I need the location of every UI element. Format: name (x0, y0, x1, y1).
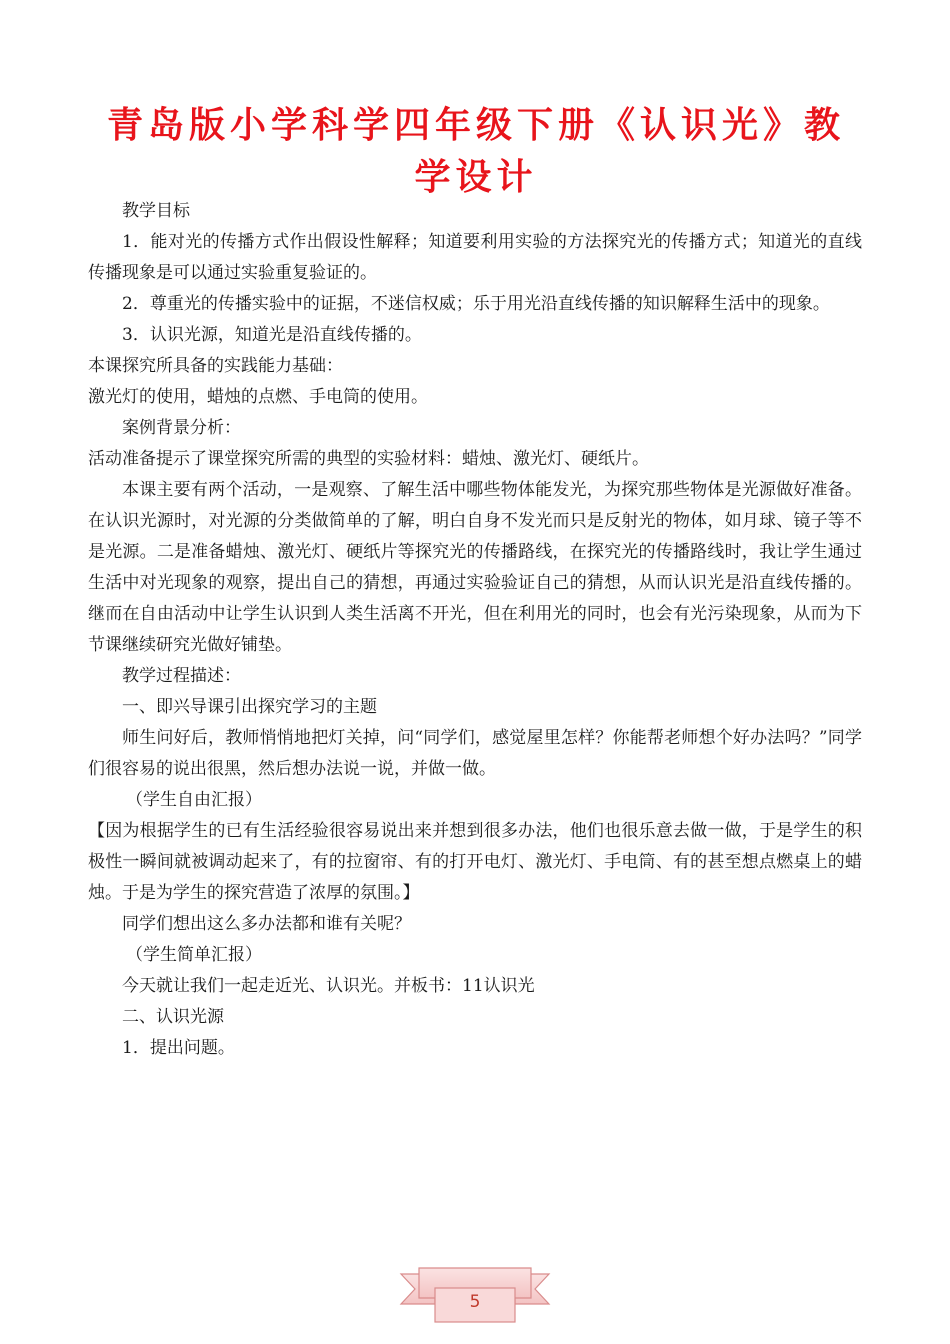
paragraph-practice-basis: 激光灯的使用，蜡烛的点燃、手电筒的使用。 (88, 387, 428, 407)
paragraph-question-who: 同学们想出这么多办法都和谁有关呢？ (122, 914, 411, 934)
paragraph-student-report-2: （学生简单汇报） (126, 945, 262, 965)
paragraph-step-1: 1．提出问题。 (122, 1038, 235, 1058)
paragraph-student-report-1: （学生自由汇报） (126, 790, 262, 810)
paragraph-goal-2: 2．尊重光的传播实验中的证据，不迷信权威；乐于用光沿直线传播的知识解释生活中的现象。 (122, 294, 830, 314)
paragraph-practice-basis-heading: 本课探究所具备的实践能力基础： (88, 356, 343, 376)
paragraph-teacher-question: 师生问好后，教师悄悄地把灯关掉，问“同学们，感觉屋里怎样？你能帮老师想个好办法吗？”同学们很容易的说出很黑，然后想办法说一说，并做一做。 (88, 728, 862, 779)
paragraph-activities: 本课主要有两个活动，一是观察、了解生活中哪些物体能发光，为探究那些物体是光源做好准备。在认识光源时，对光源的分类做简单的了解，明白自身不发光而只是反射光的物体，如月球、镜子等不是光源。二是准备蜡烛、激光灯、硬纸片等探究光的传播路线，在探究光的传播路线时，我让学生通过生活中对光现象的观察，提出自己的猜想，再通过实验验证自己的猜想，从而认识光是沿直线传播的。继而在自由活动中让学生认识到人类生活离不开光，但在利用光的同时，也会有光污染现象，从而为下节课继续研究光做好铺垫。 (88, 480, 862, 655)
document-body (88, 196, 862, 1064)
paragraph-commentary: 【因为根据学生的已有生活经验很容易说出来并想到很多办法，他们也很乐意去做一做，于是学生的积极性一瞬间就被调动起来了，有的拉窗帘、有的打开电灯、激光灯、手电筒、有的甚至想点燃桌上的蜡烛。于是为学生的探究营造了浓厚的氛围。】 (88, 821, 862, 903)
document-title: 青岛版小学科学四年级下册《认识光》教学设计 (106, 105, 845, 198)
page-number: 5 (469, 1292, 481, 1312)
paragraph-goal-3: 3．认识光源，知道光是沿直线传播的。 (122, 325, 422, 345)
page-number-ribbon (395, 1262, 555, 1332)
paragraph-materials: 活动准备提示了课堂探究所需的典型的实验材料：蜡烛、激光灯、硬纸片。 (88, 449, 649, 469)
paragraph-teaching-goals-heading: 教学目标 (122, 201, 190, 221)
paragraph-board-writing: 今天就让我们一起走近光、认识光。并板书：11认识光 (122, 976, 535, 996)
paragraph-section-2-heading: 二、认识光源 (122, 1007, 224, 1027)
paragraph-process-heading: 教学过程描述： (122, 666, 241, 686)
paragraph-background-heading: 案例背景分析： (122, 418, 241, 438)
paragraph-section-1-heading: 一、即兴导课引出探究学习的主题 (122, 697, 377, 717)
paragraph-goal-1: 1．能对光的传播方式作出假设性解释；知道要利用实验的方法探究光的传播方式；知道光的直线传播现象是可以通过实验重复验证的。 (88, 232, 862, 283)
